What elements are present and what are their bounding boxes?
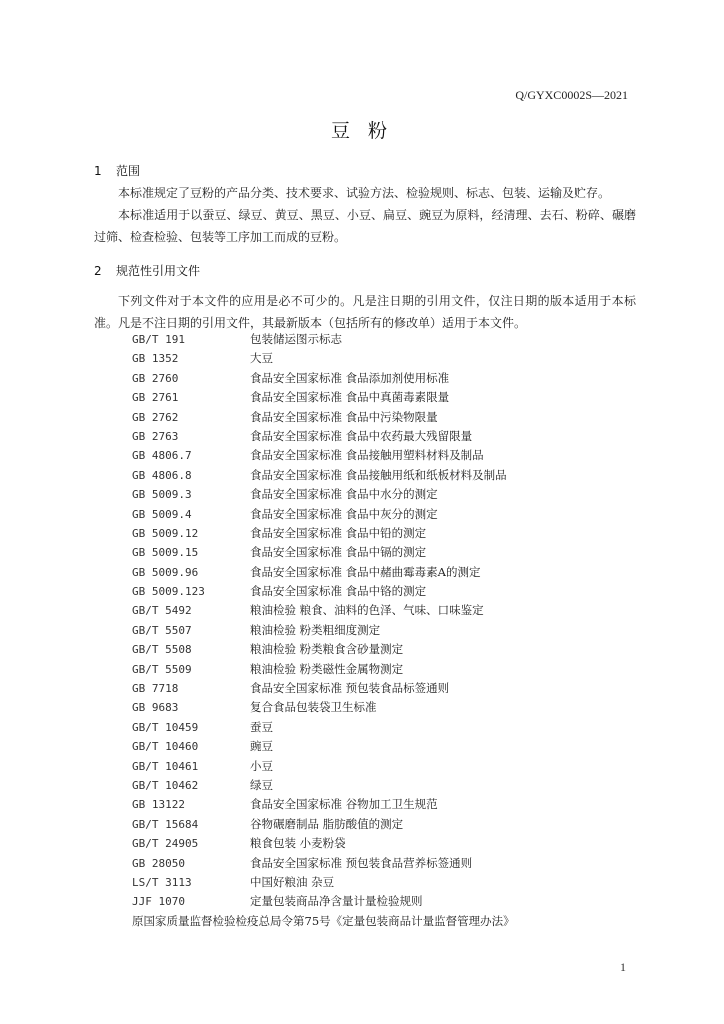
reference-row	[132, 795, 652, 814]
reference-code: JJF 1070	[132, 895, 185, 909]
reference-title: 粮油检验 粉类粮食含砂量测定	[250, 642, 404, 657]
reference-title: 中国好粮油 杂豆	[250, 874, 335, 889]
section-heading-scope	[94, 162, 140, 179]
reference-code: GB 5009.123	[132, 585, 205, 599]
reference-row	[132, 369, 652, 388]
reference-title: 包装储运图示标志	[250, 332, 342, 346]
reference-title: 食品安全国家标准 食品中赭曲霉毒素A的测定	[250, 564, 481, 579]
reference-title: 粮油检验 粮食、油料的色泽、气味、口味鉴定	[250, 603, 484, 618]
reference-row	[132, 543, 652, 562]
reference-row	[132, 776, 652, 795]
reference-code: GB 2761	[132, 391, 179, 405]
section-number: 1	[94, 164, 102, 178]
reference-title: 食品安全国家标准 食品中铬的测定	[250, 584, 427, 599]
reference-row	[132, 815, 652, 834]
reference-code: GB/T 15684	[132, 817, 199, 831]
document-title: 豆 粉	[330, 120, 394, 142]
reference-row	[132, 505, 652, 524]
reference-code: GB 2762	[132, 410, 179, 424]
reference-code: GB/T 10462	[132, 778, 199, 792]
reference-row	[132, 601, 652, 620]
reference-code: GB 5009.15	[132, 546, 199, 560]
reference-code: GB/T 5492	[132, 604, 192, 618]
reference-title: 食品安全国家标准 食品中污染物限量	[250, 409, 438, 424]
reference-title: 食品安全国家标准 食品添加剂使用标准	[250, 370, 450, 385]
reference-row	[132, 446, 652, 465]
reference-title: 绿豆	[250, 777, 273, 792]
reference-title: 小豆	[250, 758, 273, 773]
reference-title: 粮油检验 粉类粗细度测定	[250, 622, 381, 637]
reference-code: GB 13122	[132, 798, 185, 812]
scope-paragraph-2: 本标准适用于以蚕豆、绿豆、黄豆、黑豆、小豆、扁豆、豌豆为原料，经清理、去石、粉碎、碾磨过筛、检查检验、包装等工序加工而成的豆粉。	[94, 208, 636, 244]
reference-row	[132, 582, 652, 601]
reference-row	[132, 640, 652, 659]
reference-code: GB 28050	[132, 856, 185, 870]
reference-title: 食品安全国家标准 食品中铅的测定	[250, 525, 427, 540]
reference-code: GB 2763	[132, 429, 179, 443]
reference-title: 蚕豆	[250, 719, 273, 734]
reference-code: GB 5009.12	[132, 526, 199, 540]
reference-row	[132, 621, 652, 640]
reference-code: GB 7718	[132, 682, 179, 696]
section-title: 规范性引用文件	[116, 264, 201, 278]
reference-note: 原国家质量监督检验检疫总局令第75号《定量包装商品计量监督管理办法》	[132, 913, 515, 928]
reference-title: 食品安全国家标准 食品中真菌毒素限量	[250, 390, 450, 405]
scope-paragraph-1: 本标准规定了豆粉的产品分类、技术要求、试验方法、检验规则、标志、包装、运输及贮存。	[118, 186, 611, 200]
reference-title: 食品安全国家标准 谷物加工卫生规范	[250, 797, 438, 812]
reference-row	[132, 485, 652, 504]
reference-code: GB/T 5507	[132, 623, 192, 637]
reference-title: 食品安全国家标准 食品中镉的测定	[250, 545, 427, 560]
reference-code: GB 4806.8	[132, 468, 192, 482]
reference-title: 食品安全国家标准 预包装食品标签通则	[250, 681, 450, 696]
reference-row	[132, 427, 652, 446]
reference-row	[132, 388, 652, 407]
section-heading-normative-references	[94, 262, 200, 279]
reference-row	[132, 466, 652, 485]
page-number: 1	[620, 960, 626, 974]
reference-title: 粮油检验 粉类磁性金属物测定	[250, 661, 404, 676]
reference-title: 食品安全国家标准 食品中灰分的测定	[250, 506, 438, 521]
reference-title: 复合食品包装袋卫生标准	[250, 700, 377, 715]
reference-title: 定量包装商品净含量计量检验规则	[250, 894, 423, 909]
reference-row	[132, 330, 652, 349]
reference-row	[132, 834, 652, 853]
reference-code: GB/T 191	[132, 333, 185, 346]
reference-code: GB 9683	[132, 701, 179, 715]
references-intro-paragraph: 下列文件对于本文件的应用是必不可少的。凡是注日期的引用文件，仅注日期的版本适用于本标准。凡是不注日期的引用文件，其最新版本（包括所有的修改单）适用于本文件。	[94, 294, 636, 330]
reference-code: GB/T 10459	[132, 720, 199, 734]
reference-list	[132, 330, 652, 931]
reference-row	[132, 698, 652, 717]
reference-row	[132, 408, 652, 427]
reference-code: GB/T 5508	[132, 643, 192, 657]
reference-code: GB/T 10461	[132, 759, 199, 773]
reference-code: GB 5009.3	[132, 488, 192, 502]
section-number: 2	[94, 264, 102, 278]
section-title: 范围	[116, 164, 141, 178]
reference-code: GB/T 5509	[132, 662, 192, 676]
reference-row	[132, 563, 652, 582]
reference-row	[132, 854, 652, 873]
reference-row	[132, 718, 652, 737]
reference-title: 食品安全国家标准 食品接触用纸和纸板材料及制品	[250, 467, 507, 482]
reference-code: GB 2760	[132, 371, 179, 385]
reference-title: 粮食包装 小麦粉袋	[250, 836, 346, 851]
reference-row	[132, 349, 652, 368]
reference-code: GB/T 10460	[132, 740, 199, 754]
reference-title: 谷物碾磨制品 脂肪酸值的测定	[250, 816, 404, 831]
reference-title: 食品安全国家标准 食品中农药最大残留限量	[250, 428, 473, 443]
reference-title: 豌豆	[250, 739, 273, 754]
reference-code: GB 5009.4	[132, 507, 192, 521]
reference-row	[132, 892, 652, 911]
document-code: Q/GYXC0002S—2021	[515, 88, 628, 102]
reference-code: GB/T 24905	[132, 837, 199, 851]
reference-row	[132, 524, 652, 543]
reference-title: 食品安全国家标准 预包装食品营养标签通则	[250, 855, 473, 870]
reference-code: GB 4806.7	[132, 449, 192, 463]
reference-row	[132, 737, 652, 756]
reference-row	[132, 660, 652, 679]
reference-row	[132, 679, 652, 698]
reference-code: GB 5009.96	[132, 565, 199, 579]
reference-title: 大豆	[250, 351, 273, 366]
reference-code: LS/T 3113	[132, 875, 192, 889]
reference-row	[132, 757, 652, 776]
reference-title: 食品安全国家标准 食品接触用塑料材料及制品	[250, 448, 484, 463]
reference-title: 食品安全国家标准 食品中水分的测定	[250, 487, 438, 502]
reference-code: GB 1352	[132, 352, 179, 366]
reference-row	[132, 873, 652, 892]
